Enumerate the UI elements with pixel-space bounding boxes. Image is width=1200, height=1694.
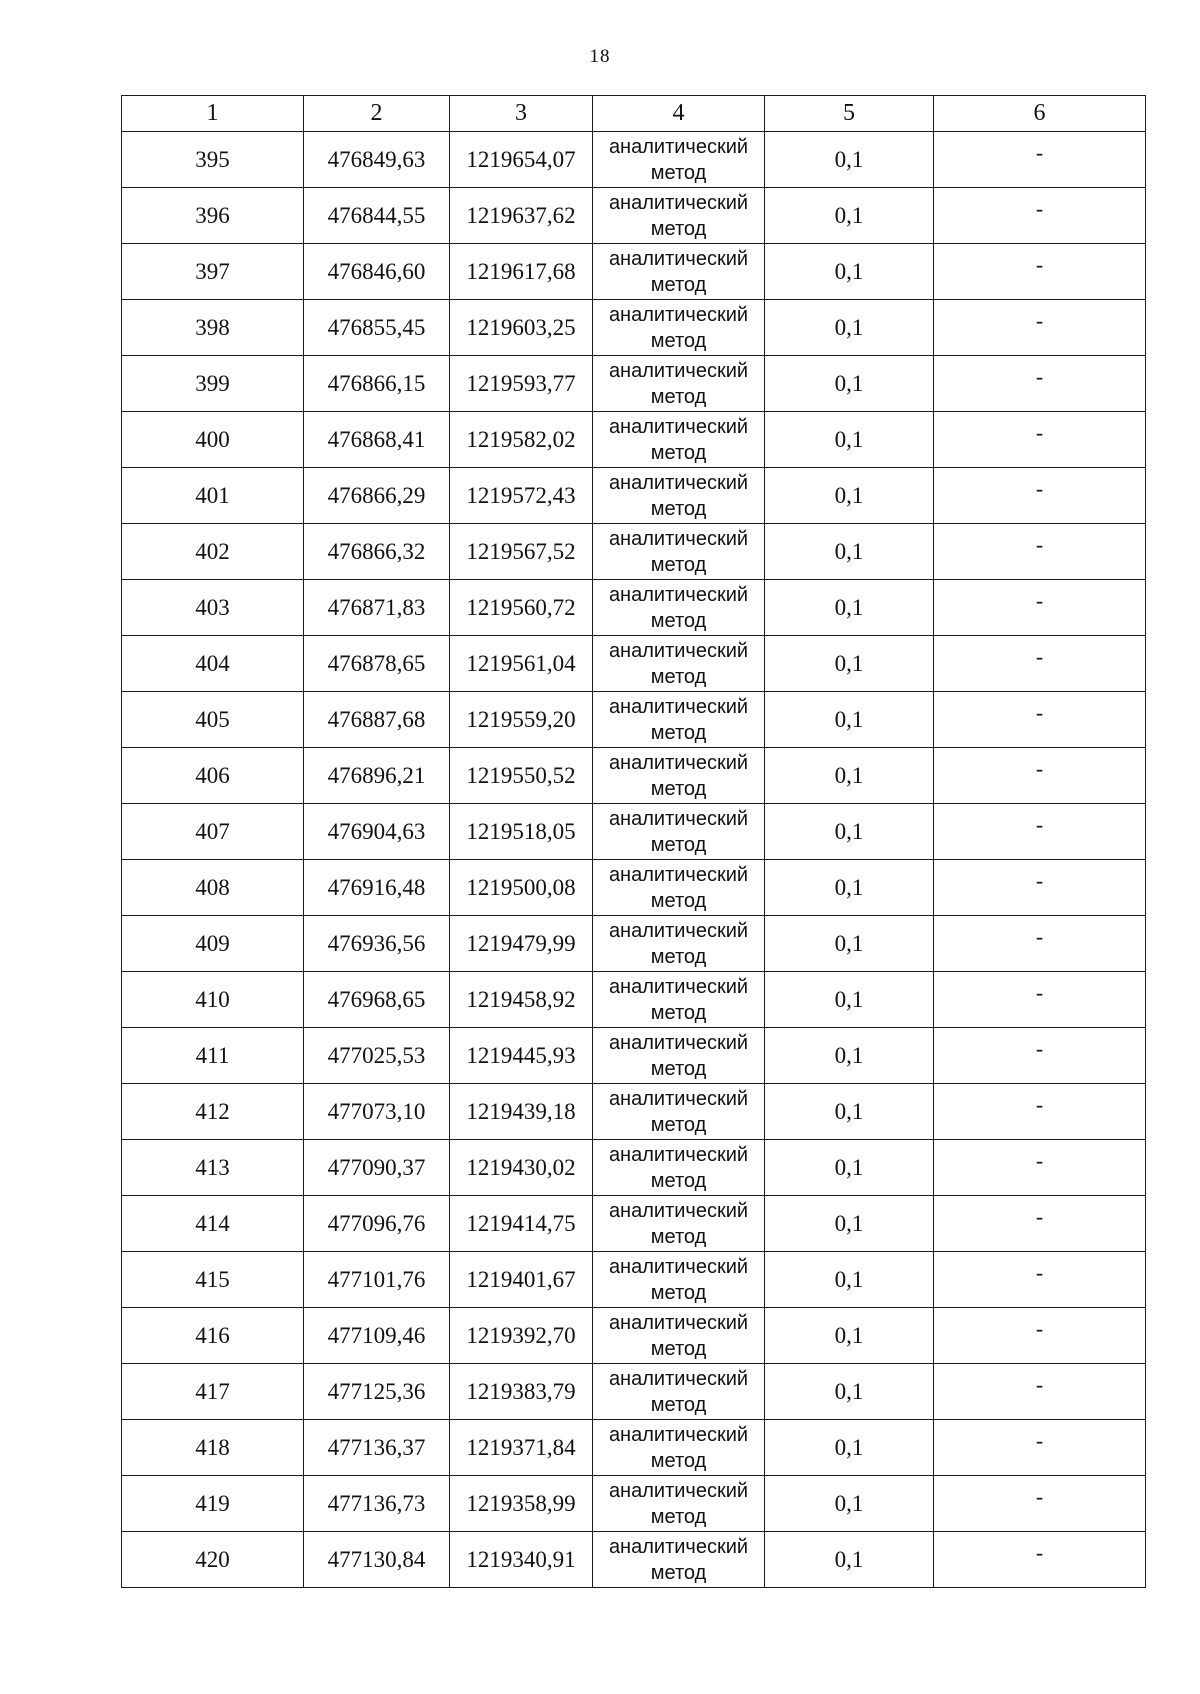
note-cell <box>934 804 1146 860</box>
note-cell <box>934 468 1146 524</box>
method-cell <box>593 412 765 468</box>
note-cell <box>934 580 1146 636</box>
y-coordinate-cell: 1219414,75 <box>450 1196 593 1252</box>
method-text-line-1: аналитический <box>608 1087 749 1110</box>
x-coordinate-cell: 476896,21 <box>304 748 450 804</box>
accuracy-cell: 0,1 <box>765 1140 934 1196</box>
x-coordinate-cell: 476844,55 <box>304 188 450 244</box>
y-coordinate-cell: 1219572,43 <box>450 468 593 524</box>
method-cell <box>593 860 765 916</box>
y-coordinate-cell: 1219500,08 <box>450 860 593 916</box>
method-text-line-2: метод <box>650 609 707 632</box>
point-number-cell: 407 <box>122 804 304 860</box>
method-cell <box>593 132 765 188</box>
method-text-line-1: аналитический <box>608 303 749 326</box>
method-cell <box>593 244 765 300</box>
dash-mark: - <box>1035 364 1044 389</box>
note-cell <box>934 188 1146 244</box>
point-number-cell: 414 <box>122 1196 304 1252</box>
column-header: 6 <box>934 96 1146 132</box>
y-coordinate-cell: 1219383,79 <box>450 1364 593 1420</box>
accuracy-cell: 0,1 <box>765 748 934 804</box>
point-number-cell: 410 <box>122 972 304 1028</box>
table-row <box>122 1420 1146 1476</box>
table-row <box>122 916 1146 972</box>
note-cell <box>934 1140 1146 1196</box>
x-coordinate-cell: 477136,73 <box>304 1476 450 1532</box>
method-text-line-1: аналитический <box>608 1143 749 1166</box>
x-coordinate-cell: 476866,29 <box>304 468 450 524</box>
table-row <box>122 1084 1146 1140</box>
method-text-line-1: аналитический <box>608 1479 749 1502</box>
point-number-cell: 420 <box>122 1532 304 1588</box>
note-cell <box>934 1308 1146 1364</box>
note-cell <box>934 860 1146 916</box>
dash-mark: - <box>1035 1204 1044 1229</box>
y-coordinate-cell: 1219340,91 <box>450 1532 593 1588</box>
method-cell <box>593 1308 765 1364</box>
x-coordinate-cell: 476916,48 <box>304 860 450 916</box>
point-number-cell: 401 <box>122 468 304 524</box>
note-cell <box>934 1084 1146 1140</box>
accuracy-cell: 0,1 <box>765 188 934 244</box>
method-text-line-1: аналитический <box>608 471 749 494</box>
method-cell <box>593 636 765 692</box>
dash-mark: - <box>1035 700 1044 725</box>
x-coordinate-cell: 476846,60 <box>304 244 450 300</box>
point-number-cell: 398 <box>122 300 304 356</box>
method-text-line-2: метод <box>650 1113 707 1136</box>
x-coordinate-cell: 477136,37 <box>304 1420 450 1476</box>
method-text-line-1: аналитический <box>608 1311 749 1334</box>
table-row <box>122 580 1146 636</box>
column-header: 2 <box>304 96 450 132</box>
x-coordinate-cell: 477096,76 <box>304 1196 450 1252</box>
accuracy-cell: 0,1 <box>765 356 934 412</box>
method-text-line-2: метод <box>650 161 707 184</box>
method-text-line-2: метод <box>650 1001 707 1024</box>
table-row <box>122 524 1146 580</box>
dash-mark: - <box>1035 1260 1044 1285</box>
note-cell <box>934 916 1146 972</box>
dash-mark: - <box>1035 924 1044 949</box>
table-row <box>122 188 1146 244</box>
point-number-cell: 408 <box>122 860 304 916</box>
y-coordinate-cell: 1219582,02 <box>450 412 593 468</box>
point-number-cell: 419 <box>122 1476 304 1532</box>
method-text-line-2: метод <box>650 665 707 688</box>
method-text-line-2: метод <box>650 441 707 464</box>
table-row <box>122 1532 1146 1588</box>
x-coordinate-cell: 476855,45 <box>304 300 450 356</box>
method-cell <box>593 1252 765 1308</box>
accuracy-cell: 0,1 <box>765 916 934 972</box>
method-text-line-2: метод <box>650 1169 707 1192</box>
y-coordinate-cell: 1219561,04 <box>450 636 593 692</box>
dash-mark: - <box>1035 1428 1044 1453</box>
method-text-line-1: аналитический <box>608 359 749 382</box>
point-number-cell: 403 <box>122 580 304 636</box>
dash-mark: - <box>1035 1316 1044 1341</box>
y-coordinate-cell: 1219358,99 <box>450 1476 593 1532</box>
table-row <box>122 1476 1146 1532</box>
note-cell <box>934 692 1146 748</box>
accuracy-cell: 0,1 <box>765 1364 934 1420</box>
dash-mark: - <box>1035 420 1044 445</box>
table-row <box>122 748 1146 804</box>
method-cell <box>593 300 765 356</box>
table-row <box>122 356 1146 412</box>
point-number-cell: 404 <box>122 636 304 692</box>
method-cell <box>593 1028 765 1084</box>
accuracy-cell: 0,1 <box>765 1084 934 1140</box>
table-row <box>122 1364 1146 1420</box>
method-text-line-1: аналитический <box>608 639 749 662</box>
dash-mark: - <box>1035 756 1044 781</box>
dash-mark: - <box>1035 644 1044 669</box>
x-coordinate-cell: 477025,53 <box>304 1028 450 1084</box>
dash-mark: - <box>1035 868 1044 893</box>
note-cell <box>934 1532 1146 1588</box>
y-coordinate-cell: 1219445,93 <box>450 1028 593 1084</box>
table-row <box>122 132 1146 188</box>
table-row <box>122 972 1146 1028</box>
table-row <box>122 244 1146 300</box>
dash-mark: - <box>1035 812 1044 837</box>
x-coordinate-cell: 477090,37 <box>304 1140 450 1196</box>
note-cell <box>934 1028 1146 1084</box>
x-coordinate-cell: 476849,63 <box>304 132 450 188</box>
y-coordinate-cell: 1219559,20 <box>450 692 593 748</box>
accuracy-cell: 0,1 <box>765 972 934 1028</box>
accuracy-cell: 0,1 <box>765 1252 934 1308</box>
table-row <box>122 300 1146 356</box>
point-number-cell: 397 <box>122 244 304 300</box>
column-header: 5 <box>765 96 934 132</box>
y-coordinate-cell: 1219637,62 <box>450 188 593 244</box>
note-cell <box>934 1252 1146 1308</box>
accuracy-cell: 0,1 <box>765 468 934 524</box>
dash-mark: - <box>1035 308 1044 333</box>
method-text-line-2: метод <box>650 497 707 520</box>
table-row <box>122 1028 1146 1084</box>
note-cell <box>934 300 1146 356</box>
y-coordinate-cell: 1219567,52 <box>450 524 593 580</box>
note-cell <box>934 244 1146 300</box>
method-text-line-1: аналитический <box>608 527 749 550</box>
x-coordinate-cell: 477109,46 <box>304 1308 450 1364</box>
method-text-line-1: аналитический <box>608 1199 749 1222</box>
accuracy-cell: 0,1 <box>765 1028 934 1084</box>
point-number-cell: 396 <box>122 188 304 244</box>
method-text-line-2: метод <box>650 721 707 744</box>
accuracy-cell: 0,1 <box>765 300 934 356</box>
x-coordinate-cell: 477101,76 <box>304 1252 450 1308</box>
x-coordinate-cell: 476904,63 <box>304 804 450 860</box>
y-coordinate-cell: 1219479,99 <box>450 916 593 972</box>
method-text-line-1: аналитический <box>608 1031 749 1054</box>
accuracy-cell: 0,1 <box>765 1532 934 1588</box>
method-cell <box>593 1420 765 1476</box>
table-row <box>122 636 1146 692</box>
point-number-cell: 395 <box>122 132 304 188</box>
method-cell <box>593 1196 765 1252</box>
method-text-line-2: метод <box>650 273 707 296</box>
dash-mark: - <box>1035 196 1044 221</box>
y-coordinate-cell: 1219458,92 <box>450 972 593 1028</box>
note-cell <box>934 1196 1146 1252</box>
dash-mark: - <box>1035 532 1044 557</box>
method-text-line-1: аналитический <box>608 1367 749 1390</box>
method-text-line-1: аналитический <box>608 583 749 606</box>
x-coordinate-cell: 476936,56 <box>304 916 450 972</box>
method-text-line-1: аналитический <box>608 863 749 886</box>
table-row <box>122 1196 1146 1252</box>
table-row <box>122 692 1146 748</box>
x-coordinate-cell: 476887,68 <box>304 692 450 748</box>
method-text-line-1: аналитический <box>608 1255 749 1278</box>
method-cell <box>593 580 765 636</box>
column-header: 4 <box>593 96 765 132</box>
dash-mark: - <box>1035 1540 1044 1565</box>
y-coordinate-cell: 1219439,18 <box>450 1084 593 1140</box>
accuracy-cell: 0,1 <box>765 1196 934 1252</box>
dash-mark: - <box>1035 1036 1044 1061</box>
x-coordinate-cell: 476878,65 <box>304 636 450 692</box>
method-text-line-2: метод <box>650 945 707 968</box>
point-number-cell: 417 <box>122 1364 304 1420</box>
note-cell <box>934 356 1146 412</box>
accuracy-cell: 0,1 <box>765 132 934 188</box>
accuracy-cell: 0,1 <box>765 244 934 300</box>
y-coordinate-cell: 1219371,84 <box>450 1420 593 1476</box>
method-text-line-2: метод <box>650 1057 707 1080</box>
note-cell <box>934 748 1146 804</box>
method-cell <box>593 356 765 412</box>
method-text-line-2: метод <box>650 1449 707 1472</box>
method-cell <box>593 972 765 1028</box>
point-number-cell: 402 <box>122 524 304 580</box>
method-cell <box>593 1364 765 1420</box>
method-text-line-2: метод <box>650 1337 707 1360</box>
method-text-line-1: аналитический <box>608 695 749 718</box>
method-text-line-1: аналитический <box>608 1423 749 1446</box>
method-text-line-2: метод <box>650 1561 707 1584</box>
dash-mark: - <box>1035 980 1044 1005</box>
note-cell <box>934 524 1146 580</box>
method-cell <box>593 188 765 244</box>
dash-mark: - <box>1035 1092 1044 1117</box>
method-cell <box>593 468 765 524</box>
point-number-cell: 405 <box>122 692 304 748</box>
y-coordinate-cell: 1219654,07 <box>450 132 593 188</box>
y-coordinate-cell: 1219593,77 <box>450 356 593 412</box>
y-coordinate-cell: 1219560,72 <box>450 580 593 636</box>
note-cell <box>934 412 1146 468</box>
dash-mark: - <box>1035 1372 1044 1397</box>
method-text-line-1: аналитический <box>608 975 749 998</box>
method-cell <box>593 524 765 580</box>
method-text-line-2: метод <box>650 1225 707 1248</box>
accuracy-cell: 0,1 <box>765 636 934 692</box>
point-number-cell: 409 <box>122 916 304 972</box>
page-number: 18 <box>589 46 611 67</box>
y-coordinate-cell: 1219603,25 <box>450 300 593 356</box>
accuracy-cell: 0,1 <box>765 412 934 468</box>
point-number-cell: 399 <box>122 356 304 412</box>
note-cell <box>934 1420 1146 1476</box>
method-text-line-2: метод <box>650 1505 707 1528</box>
dash-mark: - <box>1035 252 1044 277</box>
method-cell <box>593 1476 765 1532</box>
method-text-line-1: аналитический <box>608 247 749 270</box>
method-text-line-1: аналитический <box>608 1535 749 1558</box>
method-text-line-1: аналитический <box>608 751 749 774</box>
column-header: 3 <box>450 96 593 132</box>
point-number-cell: 412 <box>122 1084 304 1140</box>
method-cell <box>593 916 765 972</box>
table-row <box>122 468 1146 524</box>
method-text-line-1: аналитический <box>608 919 749 942</box>
accuracy-cell: 0,1 <box>765 1308 934 1364</box>
method-cell <box>593 748 765 804</box>
dash-mark: - <box>1035 1148 1044 1173</box>
y-coordinate-cell: 1219550,52 <box>450 748 593 804</box>
table-row <box>122 860 1146 916</box>
table-row <box>122 804 1146 860</box>
method-text-line-1: аналитический <box>608 135 749 158</box>
method-text-line-1: аналитический <box>608 191 749 214</box>
method-text-line-2: метод <box>650 1393 707 1416</box>
point-number-cell: 400 <box>122 412 304 468</box>
method-text-line-2: метод <box>650 329 707 352</box>
x-coordinate-cell: 476871,83 <box>304 580 450 636</box>
method-text-line-2: метод <box>650 833 707 856</box>
method-text-line-2: метод <box>650 385 707 408</box>
note-cell <box>934 1364 1146 1420</box>
note-cell <box>934 1476 1146 1532</box>
method-cell <box>593 1532 765 1588</box>
x-coordinate-cell: 477125,36 <box>304 1364 450 1420</box>
y-coordinate-cell: 1219430,02 <box>450 1140 593 1196</box>
accuracy-cell: 0,1 <box>765 860 934 916</box>
y-coordinate-cell: 1219617,68 <box>450 244 593 300</box>
column-header: 1 <box>122 96 304 132</box>
method-text-line-2: метод <box>650 553 707 576</box>
point-number-cell: 413 <box>122 1140 304 1196</box>
method-cell <box>593 804 765 860</box>
table-header-row <box>122 96 1146 132</box>
x-coordinate-cell: 476968,65 <box>304 972 450 1028</box>
method-text-line-2: метод <box>650 889 707 912</box>
accuracy-cell: 0,1 <box>765 804 934 860</box>
method-cell <box>593 1140 765 1196</box>
method-text-line-1: аналитический <box>608 807 749 830</box>
y-coordinate-cell: 1219392,70 <box>450 1308 593 1364</box>
table-row <box>122 1140 1146 1196</box>
accuracy-cell: 0,1 <box>765 692 934 748</box>
x-coordinate-cell: 476866,15 <box>304 356 450 412</box>
dash-mark: - <box>1035 1484 1044 1509</box>
point-number-cell: 416 <box>122 1308 304 1364</box>
x-coordinate-cell: 477130,84 <box>304 1532 450 1588</box>
dash-mark: - <box>1035 140 1044 165</box>
dash-mark: - <box>1035 588 1044 613</box>
method-text-line-2: метод <box>650 217 707 240</box>
method-cell <box>593 1084 765 1140</box>
table-row <box>122 1252 1146 1308</box>
accuracy-cell: 0,1 <box>765 1420 934 1476</box>
method-cell <box>593 692 765 748</box>
note-cell <box>934 972 1146 1028</box>
note-cell <box>934 636 1146 692</box>
y-coordinate-cell: 1219401,67 <box>450 1252 593 1308</box>
method-text-line-2: метод <box>650 777 707 800</box>
table-row <box>122 1308 1146 1364</box>
y-coordinate-cell: 1219518,05 <box>450 804 593 860</box>
accuracy-cell: 0,1 <box>765 1476 934 1532</box>
x-coordinate-cell: 476866,32 <box>304 524 450 580</box>
x-coordinate-cell: 477073,10 <box>304 1084 450 1140</box>
accuracy-cell: 0,1 <box>765 524 934 580</box>
table-row <box>122 412 1146 468</box>
x-coordinate-cell: 476868,41 <box>304 412 450 468</box>
method-text-line-1: аналитический <box>608 415 749 438</box>
point-number-cell: 406 <box>122 748 304 804</box>
dash-mark: - <box>1035 476 1044 501</box>
point-number-cell: 411 <box>122 1028 304 1084</box>
point-number-cell: 418 <box>122 1420 304 1476</box>
accuracy-cell: 0,1 <box>765 580 934 636</box>
method-text-line-2: метод <box>650 1281 707 1304</box>
point-number-cell: 415 <box>122 1252 304 1308</box>
note-cell <box>934 132 1146 188</box>
coordinates-table <box>121 95 1146 1588</box>
